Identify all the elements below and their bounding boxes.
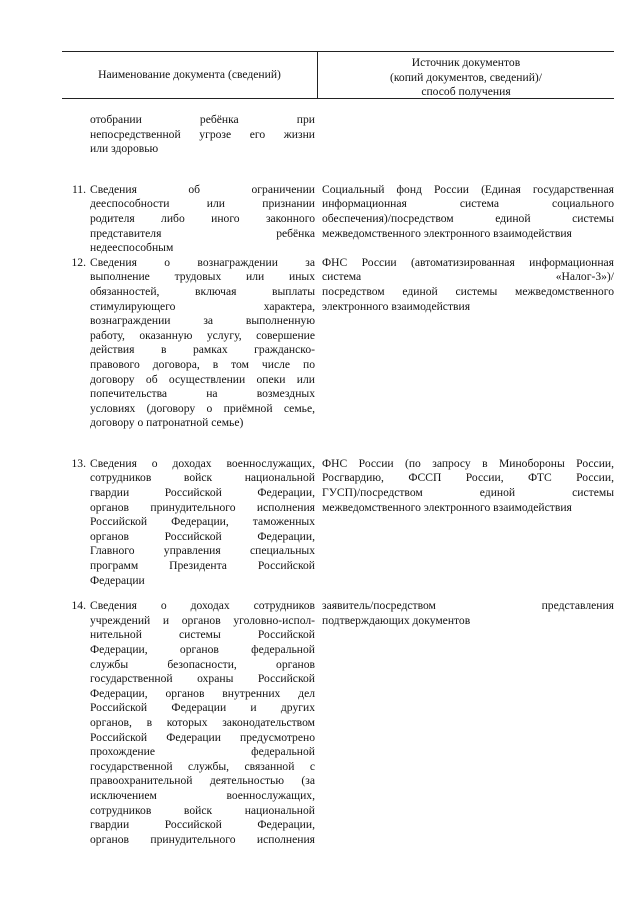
row-number: 11. xyxy=(71,182,86,196)
document-name-line: попечительства на возмездных xyxy=(90,387,315,401)
document-source-line: Росгвардию, ФССП России, ФТС России, xyxy=(322,471,614,485)
document-name-line: Сведения о доходах военнослужащих, xyxy=(90,456,315,470)
document-name-line: сотрудников войск национальной xyxy=(90,803,315,817)
document-name-line: Сведения о доходах сотрудников xyxy=(90,599,315,613)
document-name-line: правового договора, в том числе по xyxy=(90,357,315,371)
document-name-line: родителя либо иного законного xyxy=(90,211,315,225)
document-name-line: Российской Федерации предусмотрено xyxy=(90,730,315,744)
document-source-line: ФНС России (по запросу в Минобороны России, xyxy=(322,456,614,470)
document-name-line: органов, в которых законодательством xyxy=(90,715,315,729)
document-source-cell xyxy=(315,183,614,256)
row-spacer xyxy=(62,431,614,457)
document-name-line: выполнение трудовых или иных xyxy=(90,270,315,284)
document-name-line: гвардии Российской Федерации, xyxy=(90,818,315,832)
document-source-line: межведомственного электронного взаимодействия xyxy=(322,226,572,240)
document-name-cell xyxy=(88,256,315,431)
document-source-line: ФНС России (автоматизированная информационная xyxy=(322,255,614,269)
document-source-line: подтверждающих документов xyxy=(322,613,471,627)
document-name-line: учреждений и органов уголовно-испол- xyxy=(90,613,315,627)
document-name-line: отобрании ребёнка при xyxy=(90,113,315,126)
document-name-line: представителя ребёнка xyxy=(90,226,315,240)
document-name-line: государственной службы, связанной с xyxy=(90,759,315,773)
document-source-cell xyxy=(315,256,614,431)
document-name-line: работу, оказанную услугу, совершение xyxy=(90,328,315,342)
table-row xyxy=(62,457,614,588)
document-source-line: межведомственного электронного взаимодействия xyxy=(322,500,572,514)
document-name-line: условиях (договору о приёмной семье, xyxy=(90,401,315,415)
document-name-cell xyxy=(88,113,315,157)
document-name-line: или здоровью xyxy=(90,142,159,156)
document-name-line: нительной системы Российской xyxy=(90,628,315,642)
document-name-line: сотрудников войск национальной xyxy=(90,471,315,485)
column-header-source-line: Источник документов xyxy=(411,56,521,69)
table-row xyxy=(62,113,614,157)
document-source-cell xyxy=(315,457,614,588)
document-source-line: заявитель/посредством представления xyxy=(322,599,614,613)
document-name-line: государственной охраны Российской xyxy=(90,672,315,686)
document-name-line: программ Президента Российской xyxy=(90,559,315,573)
document-name-line: вознаграждении за выполненную xyxy=(90,314,315,328)
document-name-cell xyxy=(88,183,315,256)
table-row xyxy=(62,256,614,431)
column-header-source xyxy=(318,56,614,100)
document-name-line: органов Российской Федерации, xyxy=(90,529,315,543)
document-source-cell xyxy=(315,599,614,847)
row-spacer xyxy=(62,157,614,183)
document-source-line: Социальный фонд России (Единая государственная xyxy=(322,182,614,196)
document-name-line: Российской Федерации, таможенных xyxy=(90,515,315,529)
document-name-line: органов принудительного исполнения xyxy=(90,500,315,514)
document-name-line: Российской Федерации и других xyxy=(90,701,315,715)
table-top-border xyxy=(62,51,614,52)
row-number xyxy=(62,113,88,157)
row-number: 13. xyxy=(71,456,86,470)
document-name-line: органов принудительного исполнения xyxy=(90,832,315,846)
row-spacer xyxy=(62,588,614,599)
table-row xyxy=(62,183,614,256)
document-name-line: Сведения об ограничении xyxy=(90,182,315,196)
document-source-line: посредством единой системы межведомственного xyxy=(322,284,614,298)
document-name-line: прохождение федеральной xyxy=(90,745,315,759)
document-table-body xyxy=(62,113,614,847)
document-source-line: информационная система социального xyxy=(322,197,614,211)
document-name-line: стимулирующего характера, xyxy=(90,299,315,313)
document-name-line: Федерации xyxy=(90,573,145,587)
document-name-line: договору о патронатной семье) xyxy=(90,416,244,430)
document-name-line: договору об осуществлении опеки или xyxy=(90,372,315,386)
document-name-line: службы безопасности, органов xyxy=(90,657,315,671)
document-name-line: Федерации, органов федеральной xyxy=(90,643,315,656)
table-row xyxy=(62,599,614,847)
row-number: 14. xyxy=(71,599,86,613)
document-name-line: недееспособным xyxy=(90,241,174,255)
document-name-cell xyxy=(88,599,315,847)
document-name-line: гвардии Российской Федерации, xyxy=(90,486,315,500)
document-page xyxy=(62,0,614,905)
document-name-line: действия в рамках гражданско- xyxy=(90,343,315,357)
document-name-line: исключением военнослужащих, xyxy=(90,788,315,802)
document-source-line: электронного взаимодействия xyxy=(322,299,471,313)
document-source-cell xyxy=(315,113,614,157)
document-name-line: непосредственной угрозе его жизни xyxy=(90,127,315,141)
row-number: 12. xyxy=(71,255,86,269)
column-header-document-name: Наименование документа (сведений) xyxy=(98,68,281,81)
document-name-line: Федерации, органов внутренних дел xyxy=(90,686,315,700)
document-name-line: правоохранительной деятельностью (за xyxy=(90,774,315,788)
column-header-source-line: (копий документов, сведений)/ xyxy=(390,70,542,84)
document-name-line: Главного управления специальных xyxy=(90,544,315,558)
document-source-line: обеспечения)/посредством единой системы xyxy=(322,211,614,225)
document-source-line: ГУСП)/посредством единой системы xyxy=(322,486,614,500)
document-name-line: Сведения о вознаграждении за xyxy=(90,255,315,269)
document-name-line: обязанностей, включая выплаты xyxy=(90,284,315,298)
document-name-cell xyxy=(88,457,315,588)
document-name-line: дееспособности или признании xyxy=(90,197,315,211)
column-header-source-line: способ получения xyxy=(421,85,511,99)
document-source-line: система «Налог-3»)/ xyxy=(322,270,614,284)
